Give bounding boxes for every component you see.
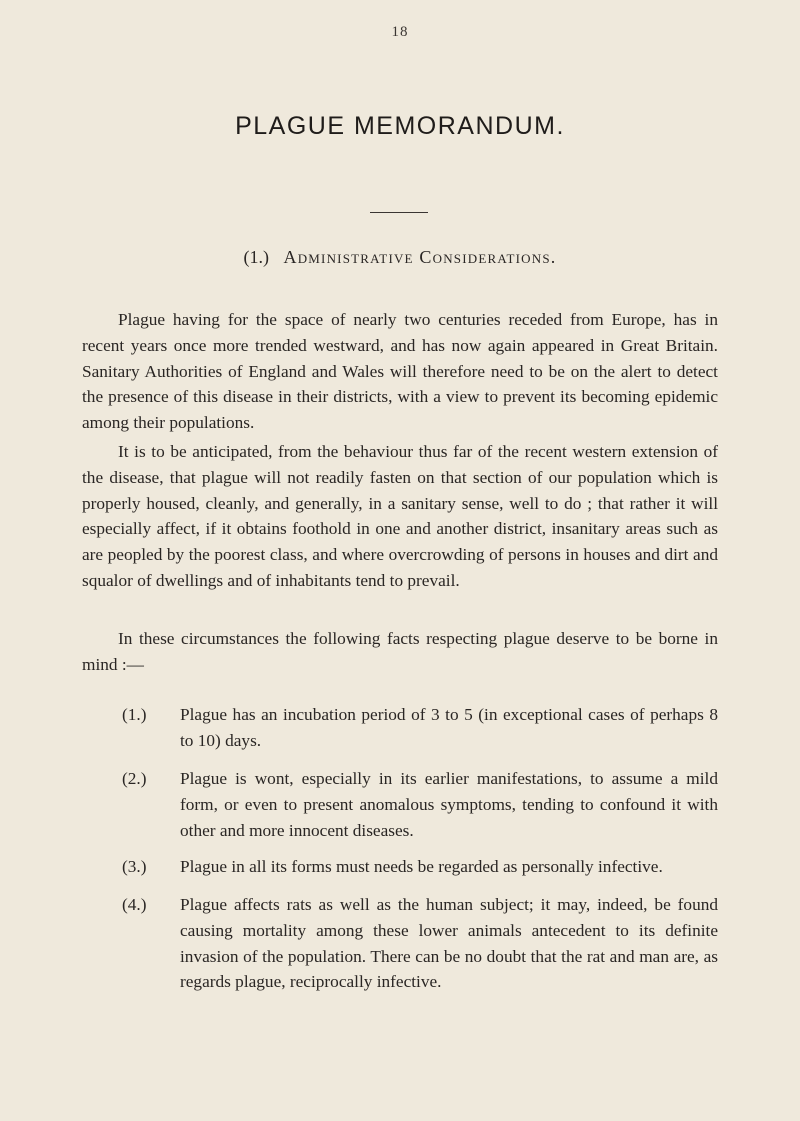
fact-text: Plague is wont, especially in its earlier manifestations, to assume a mild form, or even to present anomalous symptoms, tending to confound it with other and more innocent diseases. [180, 769, 718, 840]
fact-item [82, 766, 718, 843]
page-number: 18 [391, 24, 409, 40]
section-heading [0, 247, 800, 268]
section-title: Administrative Considerations. [283, 247, 557, 267]
paragraph-circumstances: In these circumstances the following facts respecting plague deserve to be borne in mind :— [82, 629, 718, 674]
fact-number: (3.) [122, 857, 147, 876]
fact-text: Plague affects rats as well as the human subject; it may, indeed, be found causing mortality among these lower animals antecedent to its definite invasion of the population. There can be no doubt that the rat and man are, as regards plague, reciprocally infective. [180, 895, 718, 992]
fact-item [82, 702, 718, 754]
section-number: (1.) [243, 247, 270, 267]
fact-item [82, 892, 718, 995]
fact-text: Plague in all its forms must needs be regarded as personally infective. [180, 857, 663, 876]
paragraph-intro: Plague having for the space of nearly two centuries receded from Europe, has in recent years once more trended westward, and has now again appeared in Great Britain. Sanitary Authorities of England and Wales will therefore need to be on the alert to detect the presence of this disease in their districts, with a view to prevent its becoming epidemic among their populations. [82, 310, 718, 433]
fact-text: Plague has an incubation period of 3 to 5 (in exceptional cases of perhaps 8 to 10) days. [180, 705, 718, 750]
title-divider [370, 212, 428, 213]
fact-number: (1.) [122, 705, 147, 724]
paragraph-anticipation: It is to be anticipated, from the behaviour thus far of the recent western extension of the disease, that plague will not readily fasten on that section of our population which is properly housed, cleanly, and generally, in a sanitary sense, well to do ; that rather it will especially affect, if it obtains foothold in one and another district, insanitary areas such as are peopled by the poorest class, and where overcrowding of persons in houses and dirt and squalor of dwellings and of inhabitants tend to prevail. [82, 442, 718, 590]
page-title: PLAGUE MEMORANDUM. [235, 112, 565, 140]
fact-item [82, 854, 718, 880]
fact-number: (2.) [122, 769, 147, 788]
fact-number: (4.) [122, 895, 147, 914]
